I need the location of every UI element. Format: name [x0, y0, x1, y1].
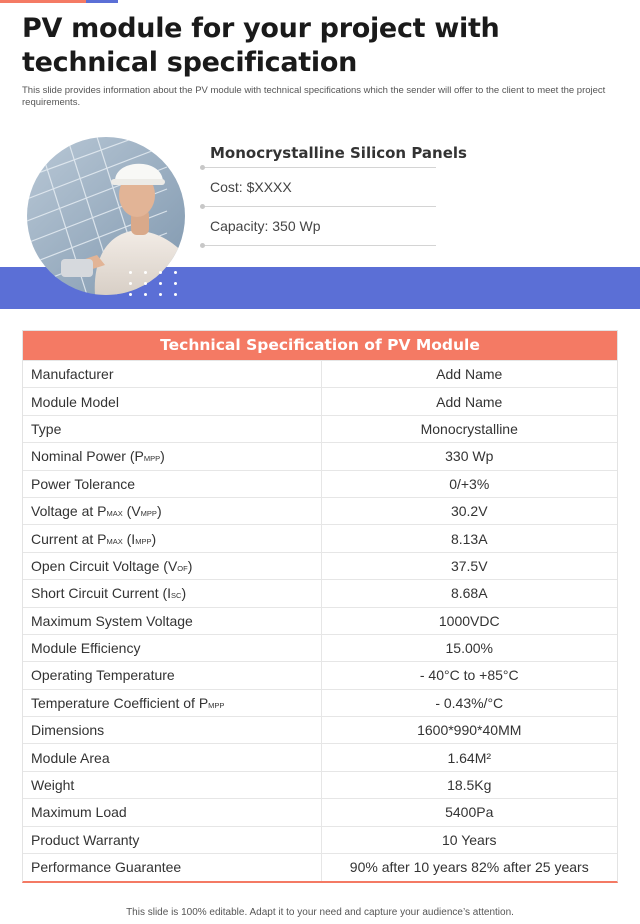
table-row: [23, 388, 617, 415]
spec-table-body: [23, 361, 617, 881]
spec-label-subscript: SC: [171, 591, 182, 601]
spec-value: 330 Wp: [321, 443, 617, 470]
footer-note: This slide is 100% editable. Adapt it to your need and capture your audience’s attention.: [126, 907, 514, 918]
spec-label-text: Product Warranty: [31, 831, 140, 848]
spec-label-text: Type: [31, 420, 62, 437]
spec-value: - 0.43%/°C: [321, 689, 617, 716]
spec-label-subscript: MPP: [140, 509, 157, 519]
spec-label-subscript: MPP: [135, 536, 152, 546]
table-row: [23, 497, 617, 524]
spec-value: 1000VDC: [321, 607, 617, 634]
spec-value: 0/+3%: [321, 470, 617, 497]
spec-label-text: ): [160, 448, 165, 465]
product-capacity: Capacity: 350 Wp: [210, 218, 321, 234]
table-row: [23, 717, 617, 744]
spec-label: [23, 388, 321, 415]
table-row: [23, 415, 617, 442]
spec-label: [23, 470, 321, 497]
table-row: [23, 580, 617, 607]
spec-value: 37.5V: [321, 552, 617, 579]
spec-label-text: (I: [122, 530, 136, 547]
spec-label: [23, 662, 321, 689]
spec-value: 5400Pa: [321, 799, 617, 826]
spec-label-text: Weight: [31, 777, 75, 794]
spec-label-text: (V: [122, 503, 141, 520]
spec-label-text: Nominal Power (P: [31, 448, 144, 465]
table-row: [23, 689, 617, 716]
spec-value: Monocrystalline: [321, 415, 617, 442]
spec-value: - 40°C to +85°C: [321, 662, 617, 689]
decorative-dot-grid: [129, 271, 181, 299]
divider: [202, 245, 436, 246]
spec-label-text: Dimensions: [31, 722, 105, 739]
spec-label: [23, 744, 321, 771]
table-row: [23, 662, 617, 689]
spec-label: [23, 854, 321, 881]
table-row: [23, 525, 617, 552]
spec-label-text: Performance Guarantee: [31, 859, 182, 876]
spec-label: [23, 361, 321, 388]
spec-label-subscript: MAX: [106, 509, 123, 519]
table-row: [23, 634, 617, 661]
spec-table-title: Technical Specification of PV Module: [23, 331, 617, 360]
table-row: [23, 826, 617, 853]
spec-label-subscript: MPP: [143, 454, 161, 464]
spec-label-text: Current at P: [31, 530, 107, 547]
spec-label-text: Open Circuit Voltage (V: [31, 557, 178, 574]
spec-label: [23, 771, 321, 798]
spec-label-text: Voltage at P: [31, 503, 107, 520]
spec-label-text: Power Tolerance: [31, 475, 136, 492]
table-row: [23, 470, 617, 497]
spec-label-text: ): [156, 503, 162, 520]
page-subtitle: This slide provides information about the PV module with technical specifications which the sender will offer to the client to meet the project requirements.: [22, 85, 606, 108]
spec-label: [23, 525, 321, 552]
spec-table: [22, 330, 618, 883]
spec-label: [23, 826, 321, 853]
spec-label-text: ): [181, 585, 187, 602]
spec-label-text: ): [151, 530, 157, 547]
spec-label-text: Manufacturer: [31, 366, 114, 383]
spec-label-subscript: OF: [177, 563, 188, 573]
spec-label: [23, 717, 321, 744]
table-row: [23, 771, 617, 798]
table-row: [23, 361, 617, 388]
spec-value: 1600*990*40MM: [321, 717, 617, 744]
spec-value: Add Name: [321, 388, 617, 415]
spec-value: 10 Years: [321, 826, 617, 853]
spec-value: 1.64M²: [321, 744, 617, 771]
accent-segment-red: [0, 0, 86, 3]
spec-label: [23, 689, 321, 716]
spec-value: 90% after 10 years 82% after 25 years: [321, 854, 617, 881]
table-row: [23, 854, 617, 881]
table-row: [23, 552, 617, 579]
spec-label: [23, 497, 321, 524]
table-row: [23, 799, 617, 826]
spec-value: 8.13A: [321, 525, 617, 552]
spec-label-text: Module Area: [31, 749, 110, 766]
spec-label-text: Operating Temperature: [31, 667, 175, 684]
spec-value: 15.00%: [321, 634, 617, 661]
spec-label-text: Maximum Load: [31, 804, 127, 821]
spec-label-subscript: MAX: [106, 536, 123, 546]
spec-label: [23, 415, 321, 442]
accent-segment-blue: [86, 0, 118, 3]
spec-label-subscript: MPP: [208, 700, 225, 710]
spec-value: 18.5Kg: [321, 771, 617, 798]
spec-value: 8.68A: [321, 580, 617, 607]
spec-label: [23, 607, 321, 634]
spec-label-text: Short Circuit Current (I: [31, 585, 172, 602]
product-cost: Cost: $XXXX: [210, 179, 292, 195]
spec-label: [23, 552, 321, 579]
page-title: PV module for your project with technical specification: [22, 13, 500, 78]
spec-value: 30.2V: [321, 497, 617, 524]
spec-label-text: Module Efficiency: [31, 640, 141, 657]
spec-label: [23, 634, 321, 661]
spec-label-text: Maximum System Voltage: [31, 612, 193, 629]
divider: [202, 206, 436, 207]
spec-value: Add Name: [321, 361, 617, 388]
table-row: [23, 607, 617, 634]
divider: [202, 167, 436, 168]
spec-label: [23, 799, 321, 826]
spec-label-text: ): [187, 557, 193, 574]
spec-label: [23, 580, 321, 607]
spec-label: [23, 443, 321, 470]
spec-label-text: Temperature Coefficient of P: [31, 694, 209, 711]
table-row: [23, 744, 617, 771]
table-row: [23, 443, 617, 470]
product-name: Monocrystalline Silicon Panels: [210, 144, 467, 162]
spec-label-text: Module Model: [31, 393, 119, 410]
